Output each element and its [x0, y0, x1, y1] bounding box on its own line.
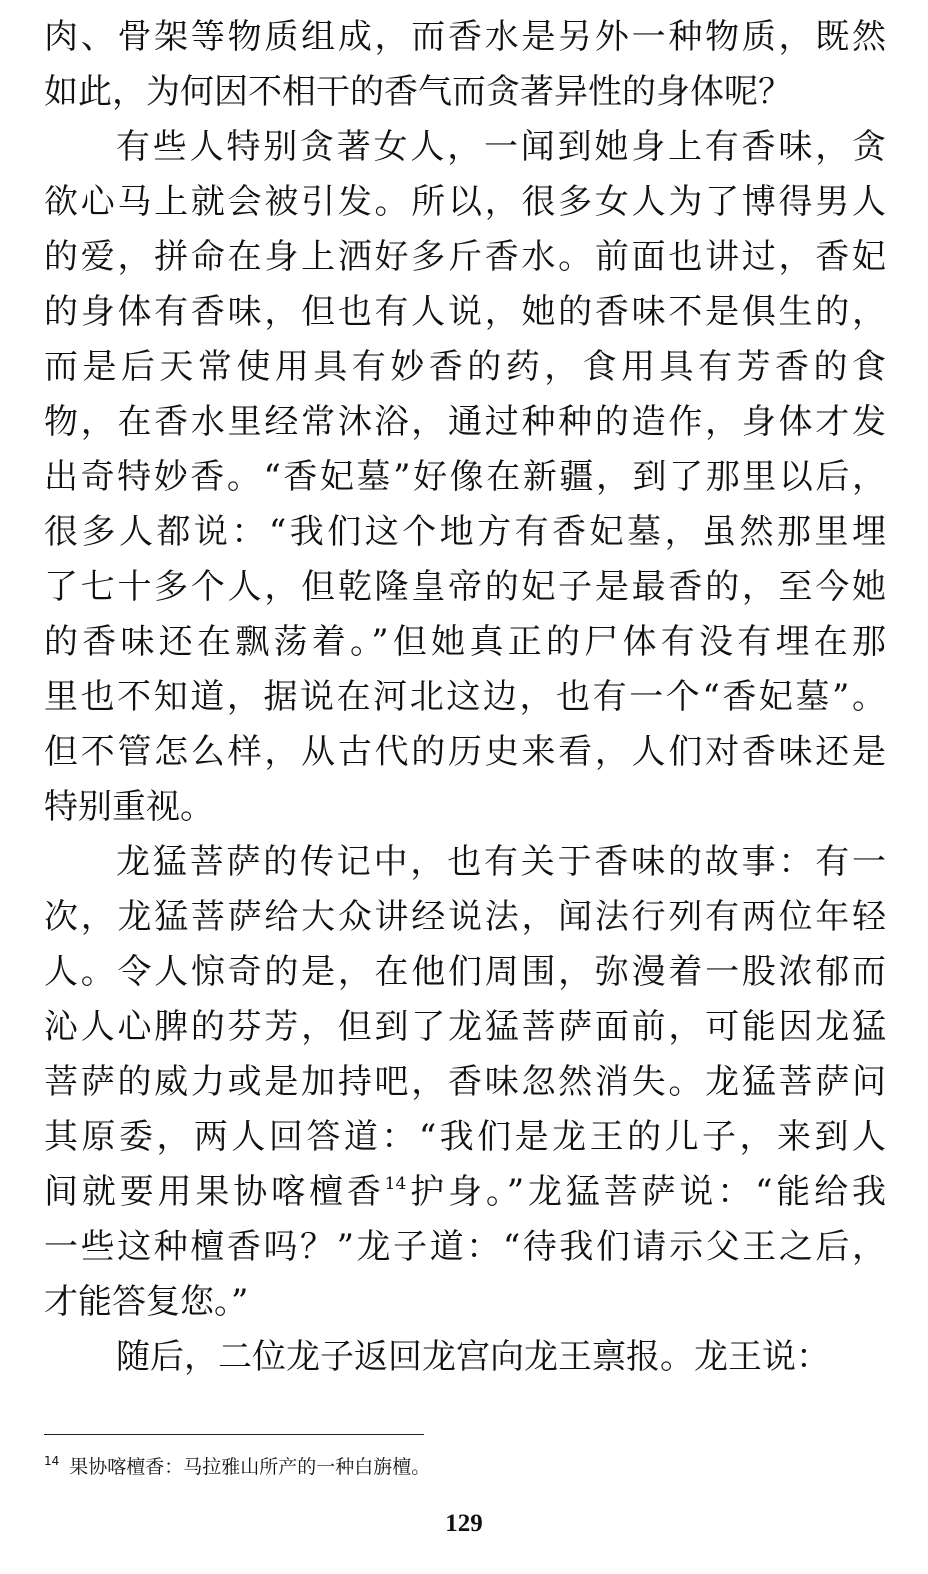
body-line: 的爱，拼命在身上洒好多斤香水。前面也讲过，香妃 — [44, 237, 886, 277]
body-line: 才能答复您。” — [44, 1282, 249, 1322]
body-line: 肉、骨架等物质组成，而香水是另外一种物质，既然 — [44, 17, 886, 57]
body-line: 欲心马上就会被引发。所以，很多女人为了博得男人 — [44, 182, 886, 222]
body-line: 其原委，两人回答道：“我们是龙王的儿子，来到人 — [44, 1117, 886, 1157]
body-line: 菩萨的威力或是加持吧，香味忽然消失。龙猛菩萨问 — [44, 1062, 886, 1102]
footnote-number: 14 — [44, 1454, 60, 1468]
body-line-text: 护身。”龙猛菩萨说：“能给我 — [406, 1172, 887, 1212]
body-line: 龙猛菩萨的传记中，也有关于香味的故事：有一 — [116, 842, 886, 882]
footnote-text: 果协喀檀香：马拉雅山所产的一种白旃檀。 — [69, 1456, 431, 1478]
body-line: 有些人特别贪著女人，一闻到她身上有香味，贪 — [116, 127, 886, 167]
body-line: 很多人都说：“我们这个地方有香妃墓，虽然那里埋 — [44, 512, 886, 552]
footnote — [44, 1452, 430, 1484]
body-line: 了七十多个人，但乾隆皇帝的妃子是最香的，至今她 — [44, 567, 886, 607]
body-lines-part-2 — [44, 1220, 886, 1385]
body-line: 特别重视。 — [44, 787, 214, 827]
body-line: 但不管怎么样，从古代的历史来看，人们对香味还是 — [44, 732, 886, 772]
body-lines-part-1 — [44, 10, 886, 1165]
body-line: 的身体有香味，但也有人说，她的香味不是俱生的， — [44, 292, 886, 332]
body-line-text: 间就要用果协喀檀香 — [44, 1172, 385, 1212]
body-line: 随后，二位龙子返回龙宫向龙王禀报。龙王说： — [116, 1337, 830, 1377]
body-line: 次，龙猛菩萨给大众讲经说法，闻法行列有两位年轻 — [44, 897, 886, 937]
footnote-reference[interactable]: 14 — [384, 1174, 407, 1194]
footnote-divider — [44, 1434, 424, 1435]
body-line: 一些这种檀香吗？”龙子道：“待我们请示父王之后， — [44, 1227, 886, 1267]
body-line: 出奇特妙香。“香妃墓”好像在新疆，到了那里以后， — [44, 457, 886, 497]
page-number: 129 — [445, 1510, 483, 1537]
body-line: 人。令人惊奇的是，在他们周围，弥漫着一股浓郁而 — [44, 952, 886, 992]
body-line: 而是后天常使用具有妙香的药，食用具有芳香的食 — [44, 347, 886, 387]
body-line: 如此，为何因不相干的香气而贪著异性的身体呢？ — [44, 72, 792, 112]
body-line: 物，在香水里经常沐浴，通过种种的造作，身体才发 — [44, 402, 886, 442]
body-text — [44, 10, 886, 1385]
body-line-with-footnote-ref — [44, 1165, 886, 1220]
body-line: 的香味还在飘荡着。”但她真正的尸体有没有埋在那 — [44, 622, 886, 662]
body-line: 沁人心脾的芬芳，但到了龙猛菩萨面前，可能因龙猛 — [44, 1007, 886, 1047]
body-line: 里也不知道，据说在河北这边，也有一个“香妃墓”。 — [44, 677, 886, 717]
